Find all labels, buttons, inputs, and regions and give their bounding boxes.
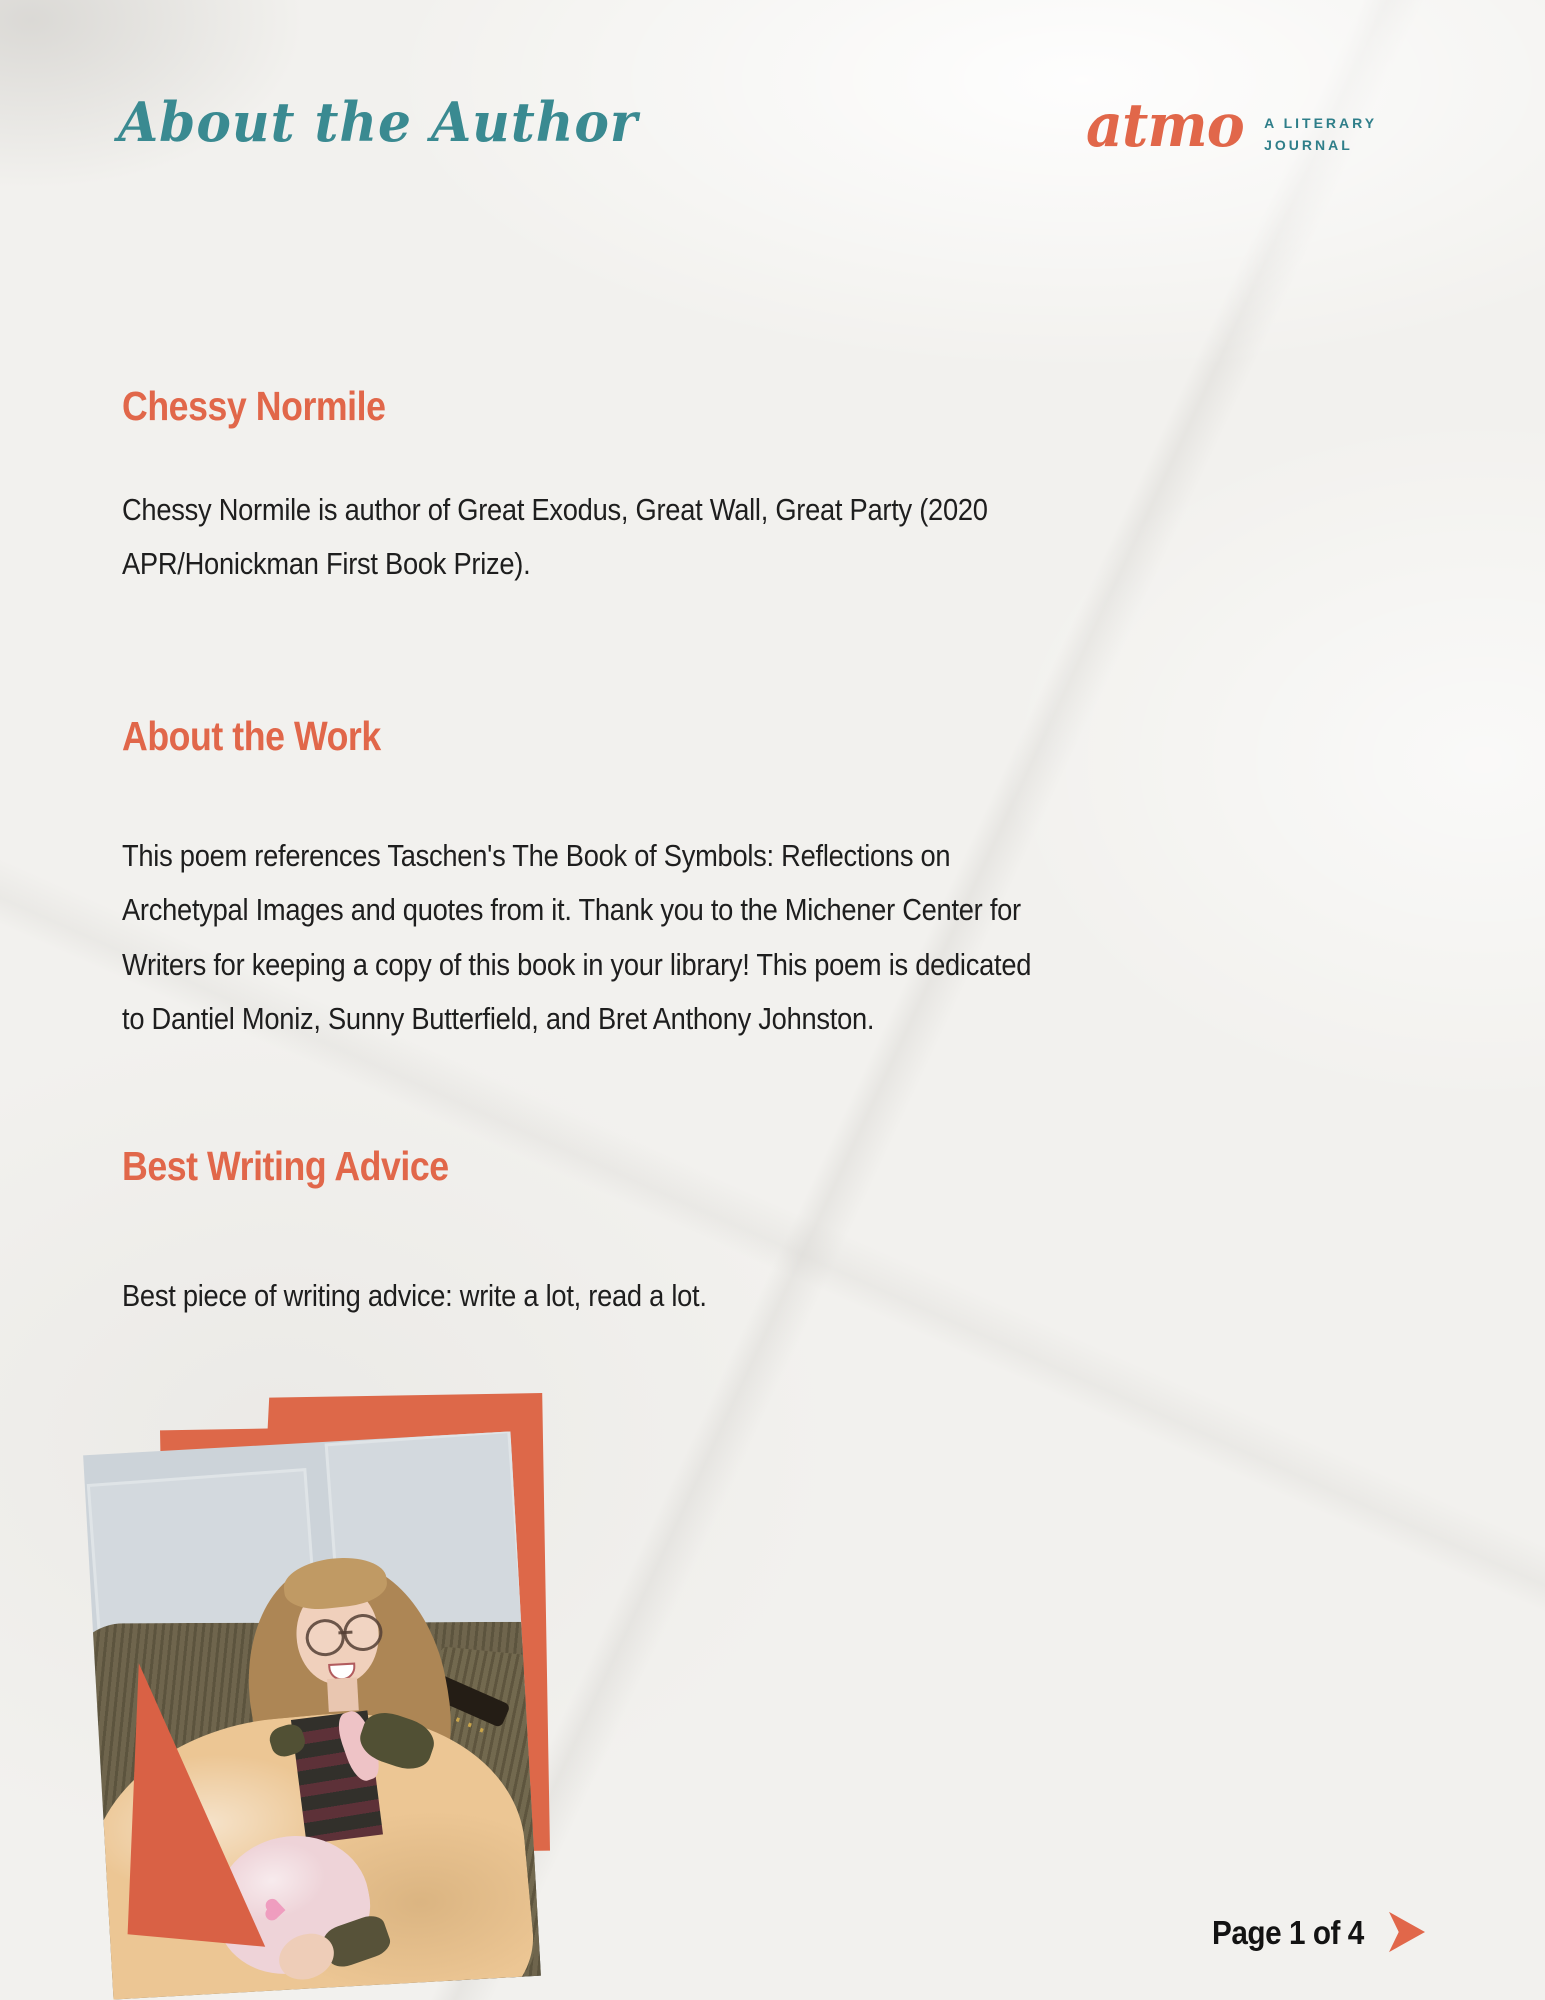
section-body-about-the-work: This poem references Taschen's The Book of Symbols: Reflections on Archetypal Images and quotes from it. Thank you to the Michener Center for Writers for keeping a copy of this book in your library! This poem is dedicated to Dantiel Moniz, Sunny Butterfield, and Bret Anthony Johnston.: [122, 838, 1032, 1036]
section-heading-author-name: Chessy Normile: [122, 383, 386, 429]
logo-tagline-line1: A LITERARY: [1264, 115, 1378, 131]
logo-tagline-line2: JOURNAL: [1264, 136, 1353, 153]
atmo-logo: [1086, 91, 1378, 161]
page-title: About the Author: [118, 90, 639, 154]
logo-wordmark: atmo: [1086, 91, 1244, 161]
author-photo-collage: [90, 1385, 560, 2000]
section-body-best-writing-advice: Best piece of writing advice: write a lot, read a lot.: [122, 1278, 707, 1313]
person-neck: [327, 1677, 359, 1711]
section-heading-about-the-work: About the Work: [122, 713, 381, 759]
section-heading-best-writing-advice: Best Writing Advice: [122, 1143, 449, 1189]
section-body-author-bio: Chessy Normile is author of Great Exodus, Great Wall, Great Party (2020 APR/Honickman First Book Prize).: [122, 492, 988, 582]
next-page-arrow-icon: [1389, 1911, 1425, 1953]
page-number-label: Page 1 of 4: [1212, 1914, 1364, 1951]
logo-tagline: [1264, 113, 1377, 156]
